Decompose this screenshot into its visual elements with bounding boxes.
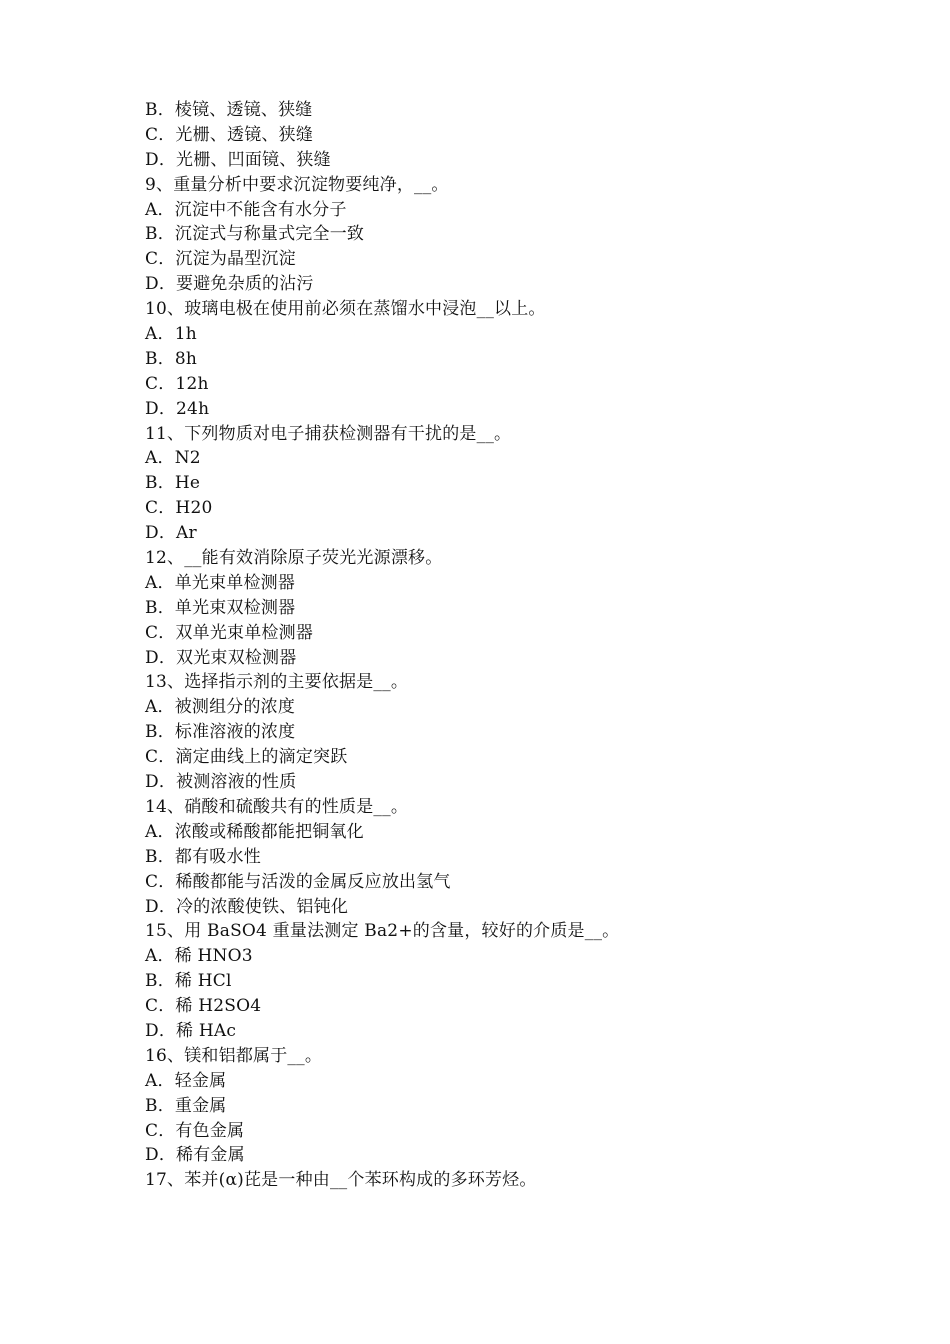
question-stem [145, 1044, 845, 1069]
option-text: 重金属 [174, 1095, 227, 1116]
option-letter: D． [145, 772, 177, 793]
question-number: 11、 [145, 423, 185, 444]
answer-option [145, 123, 845, 148]
option-text: 光栅、凹面镜、狭缝 [176, 149, 331, 170]
option-letter: B． [145, 1095, 175, 1116]
option-text: 12h [175, 373, 209, 394]
option-text: 稀 HCl [174, 971, 232, 992]
option-letter: A． [145, 697, 175, 718]
answer-option [145, 1094, 845, 1119]
option-letter: A． [145, 946, 175, 967]
option-letter: A． [145, 572, 175, 593]
option-text: 沉淀式与称量式完全一致 [174, 224, 365, 245]
question-number: 15、 [145, 921, 185, 942]
option-letter: C． [145, 1120, 176, 1141]
option-text: 稀酸都能与活泼的金属反应放出氢气 [175, 871, 451, 892]
option-letter: D． [145, 149, 177, 170]
answer-option [145, 222, 845, 247]
answer-option [145, 98, 845, 123]
option-letter: D． [145, 398, 177, 419]
answer-option [145, 471, 845, 496]
option-text: 浓酸或稀酸都能把铜氧化 [174, 821, 364, 842]
option-text: 双光束双检测器 [176, 647, 297, 668]
option-text: 要避免杂质的沾污 [176, 274, 314, 295]
option-letter: B． [145, 348, 175, 369]
question-number: 14、 [145, 796, 185, 817]
answer-option [145, 646, 845, 671]
answer-option [145, 446, 845, 471]
option-text: 24h [176, 398, 210, 419]
option-text: He [174, 473, 201, 494]
question-number: 17、 [145, 1170, 185, 1191]
answer-option [145, 347, 845, 372]
option-text: 都有吸水性 [174, 846, 261, 867]
question-number: 10、 [145, 299, 185, 320]
question-stem [145, 173, 845, 198]
option-letter: A． [145, 448, 175, 469]
option-letter: A． [145, 821, 175, 842]
answer-option [145, 521, 845, 546]
answer-option [145, 571, 845, 596]
option-text: 双单光束单检测器 [175, 622, 314, 643]
option-letter: D． [145, 647, 177, 668]
question-stem [145, 919, 845, 944]
option-letter: C． [145, 747, 176, 768]
option-text: 光栅、透镜、狭缝 [175, 124, 314, 145]
option-letter: A． [145, 1070, 175, 1091]
option-text: 滴定曲线上的滴定突跃 [175, 747, 348, 768]
answer-option [145, 770, 845, 795]
answer-option [145, 994, 845, 1019]
option-text: 冷的浓酸使铁、铝钝化 [176, 896, 349, 917]
answer-option [145, 198, 845, 223]
option-letter: D． [145, 274, 177, 295]
answer-option [145, 247, 845, 272]
option-text: N2 [174, 448, 201, 469]
option-letter: B． [145, 597, 175, 618]
option-letter: A． [145, 199, 175, 220]
option-letter: B． [145, 100, 175, 120]
option-letter: C． [145, 498, 176, 519]
answer-option [145, 272, 845, 297]
question-text: 苯并(α)芘是一种由__个苯环构成的多环芳烃。 [184, 1170, 537, 1191]
option-letter: C． [145, 373, 176, 394]
option-letter: C． [145, 996, 176, 1017]
answer-option [145, 720, 845, 745]
question-text: 下列物质对电子捕获检测器有干扰的是__。 [184, 423, 512, 444]
option-letter: B． [145, 224, 175, 245]
option-text: 8h [174, 348, 198, 369]
option-text: 稀 HNO3 [174, 946, 253, 967]
option-text: 单光束双检测器 [174, 597, 296, 618]
answer-option [145, 1143, 845, 1168]
answer-option [145, 148, 845, 173]
answer-option [145, 870, 845, 895]
question-number: 16、 [145, 1045, 185, 1066]
question-text: 用 BaSO4 重量法测定 Ba2+的含量，较好的介质是__。 [184, 921, 620, 942]
question-number: 12、 [145, 548, 185, 569]
option-letter: B． [145, 971, 175, 992]
answer-option [145, 322, 845, 347]
option-text: 标准溶液的浓度 [174, 722, 296, 743]
option-letter: C． [145, 249, 176, 270]
option-text: 有色金属 [175, 1120, 245, 1141]
option-letter: A． [145, 324, 175, 345]
question-text: 重量分析中要求沉淀物要纯净，__。 [173, 174, 449, 195]
answer-option [145, 596, 845, 621]
option-text: 稀 H2SO4 [175, 996, 262, 1017]
answer-option [145, 895, 845, 920]
answer-option [145, 496, 845, 521]
option-text: H20 [175, 498, 213, 519]
option-letter: D． [145, 896, 177, 917]
question-stem [145, 297, 845, 322]
question-number: 9、 [145, 174, 174, 195]
option-text: 沉淀中不能含有水分子 [174, 199, 347, 220]
question-stem [145, 546, 845, 571]
option-text: 轻金属 [174, 1070, 227, 1091]
question-text: 玻璃电极在使用前必须在蒸馏水中浸泡__以上。 [184, 299, 546, 320]
option-text: 棱镜、透镜、狭缝 [174, 100, 313, 120]
option-letter: B． [145, 473, 175, 494]
option-text: 被测组分的浓度 [174, 697, 296, 718]
question-number: 13、 [145, 672, 185, 693]
question-stem [145, 670, 845, 695]
question-text: __能有效消除原子荧光光源漂移。 [184, 548, 443, 569]
answer-option [145, 745, 845, 770]
option-letter: B． [145, 722, 175, 743]
option-text: 单光束单检测器 [174, 572, 296, 593]
option-letter: C． [145, 124, 176, 145]
question-text: 硝酸和硫酸共有的性质是__。 [184, 796, 409, 817]
answer-option [145, 820, 845, 845]
answer-option [145, 621, 845, 646]
option-text: 沉淀为晶型沉淀 [175, 249, 296, 270]
answer-option [145, 969, 845, 994]
option-letter: C． [145, 871, 176, 892]
answer-option [145, 1069, 845, 1094]
answer-option [145, 397, 845, 422]
answer-option [145, 1019, 845, 1044]
question-text: 镁和铝都属于__。 [184, 1045, 323, 1066]
option-text: Ar [176, 523, 197, 544]
option-letter: D． [145, 1145, 177, 1166]
answer-option [145, 372, 845, 397]
question-stem [145, 1168, 845, 1193]
option-letter: B． [145, 846, 175, 867]
question-list [145, 98, 845, 1193]
option-letter: D． [145, 523, 177, 544]
answer-option [145, 695, 845, 720]
option-text: 被测溶液的性质 [176, 772, 297, 793]
option-letter: D． [145, 1020, 177, 1041]
question-stem [145, 422, 845, 447]
option-text: 1h [174, 324, 197, 345]
answer-option [145, 845, 845, 870]
answer-option [145, 1119, 845, 1144]
question-stem [145, 795, 845, 820]
question-text: 选择指示剂的主要依据是__。 [184, 672, 409, 693]
option-text: 稀有金属 [176, 1145, 245, 1166]
option-letter: C． [145, 622, 176, 643]
answer-option [145, 944, 845, 969]
option-text: 稀 HAc [176, 1020, 237, 1041]
